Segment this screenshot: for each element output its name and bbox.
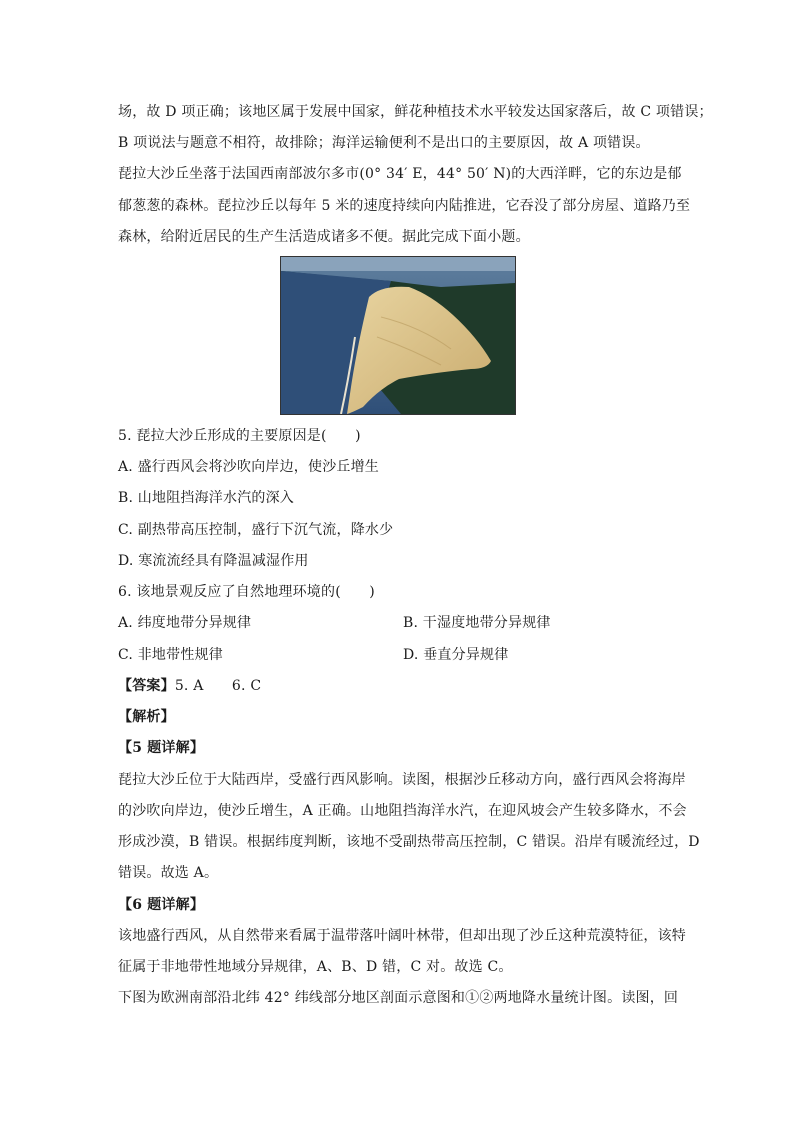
paragraph-line: B 项说法与题意不相符，故排除；海洋运输便利不是出口的主要原因，故 A 项错误。	[118, 135, 650, 151]
question-6-option-b: B. 干湿度地带分异规律	[403, 615, 551, 631]
paragraph-line: 下图为欧洲南部沿北纬 42° 纬线部分地区剖面示意图和①②两地降水量统计图。读图，回	[118, 990, 679, 1006]
dune-aerial-photo	[280, 256, 516, 415]
question-5-option-c: C. 副热带高压控制，盛行下沉气流，降水少	[118, 522, 394, 538]
question-6-option-a: A. 纬度地带分异规律	[118, 615, 252, 631]
answer-line	[118, 676, 261, 696]
paragraph-line: 琵拉大沙丘坐落于法国西南部波尔多市(0° 34′ E，44° 50′ N)的大西洋畔，它的东边是郁	[118, 166, 682, 182]
paragraph-line: 形成沙漠，B 错误。根据纬度判断，该地不受副热带高压控制，C 错误。沿岸有暖流经过，D	[118, 834, 700, 850]
detail-6-label: 【6 题详解】	[118, 897, 205, 913]
paragraph-line: 琵拉大沙丘位于大陆西岸，受盛行西风影响。读图，根据沙丘移动方向，盛行西风会将海岸	[118, 772, 686, 788]
question-5-option-a: A. 盛行西风会将沙吹向岸边，使沙丘增生	[118, 459, 380, 475]
question-5-stem: 5. 琵拉大沙丘形成的主要原因是( )	[118, 428, 361, 444]
paragraph-line: 错误。故选 A。	[118, 865, 219, 881]
question-5-option-d: D. 寒流流经具有降温减湿作用	[118, 553, 309, 569]
question-5-option-b: B. 山地阻挡海洋水汽的深入	[118, 490, 294, 506]
answer-text: 5. A 6. C	[174, 678, 262, 694]
answer-label: 【答案】	[118, 678, 175, 694]
paragraph-line: 该地盛行西风，从自然带来看属于温带落叶阔叶林带，但却出现了沙丘这种荒漠特征，该特	[118, 928, 686, 944]
paragraph-line: 的沙吹向岸边，使沙丘增生，A 正确。山地阻挡海洋水汽，在迎风坡会产生较多降水，不会	[118, 803, 687, 819]
paragraph-line: 征属于非地带性地域分异规律，A、B、D 错，C 对。故选 C。	[118, 959, 513, 975]
question-6-stem: 6. 该地景观反应了自然地理环境的( )	[118, 584, 375, 600]
paragraph-line: 森林，给附近居民的生产生活造成诸多不便。据此完成下面小题。	[118, 229, 530, 245]
question-6-option-c: C. 非地带性规律	[118, 647, 223, 663]
detail-5-label: 【5 题详解】	[118, 740, 205, 756]
analysis-label: 【解析】	[118, 709, 175, 725]
question-6-option-d: D. 垂直分异规律	[403, 647, 509, 663]
paragraph-line: 场，故 D 项正确；该地区属于发展中国家，鲜花种植技术水平较发达国家落后，故 C 项错误；	[118, 104, 713, 120]
paragraph-line: 郁葱葱的森林。琵拉沙丘以每年 5 米的速度持续向内陆推进，它吞没了部分房屋、道路乃至	[118, 198, 691, 214]
